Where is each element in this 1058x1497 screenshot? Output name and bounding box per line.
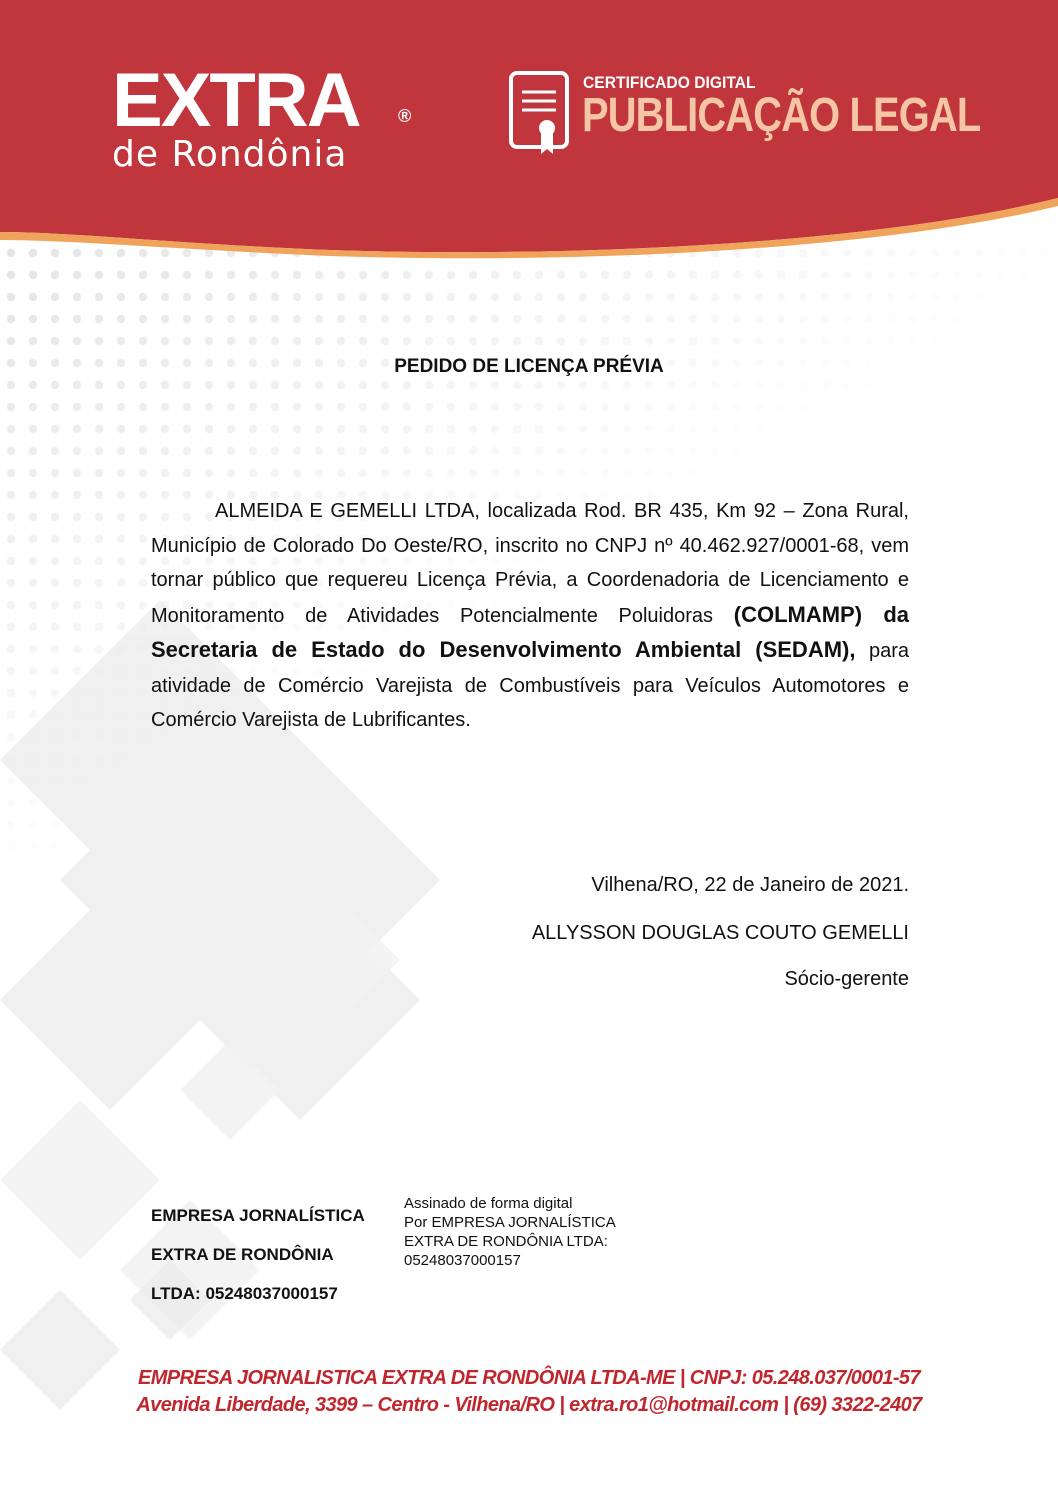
body-text-part2: para atividade de Comércio Varejista de Combustíveis para Veículos Automotores e Comércio Varejista de Lubrificantes. [151,640,909,731]
digital-signature-line: EXTRA DE RONDÔNIA LTDA: [404,1233,608,1250]
signer-name: ALLYSSON DOUGLAS COUTO GEMELLI [531,922,909,944]
certificate-icon [508,70,572,156]
place-date: Vilhena/RO, 22 de Janeiro de 2021. [591,874,909,896]
body-text-bold: (COLMAMP) da Secretaria de Estado do Desenvolvimento Ambiental (SEDAM), [151,601,909,662]
digital-signature-line: Assinado de forma digital [404,1195,573,1212]
document-title: PEDIDO DE LICENÇA PRÉVIA [394,356,664,377]
body-text-part1: ALMEIDA E GEMELLI LTDA, localizada Rod. BR 435, Km 92 – Zona Rural, Município de Colorado Do Oeste/RO, inscrito no CNPJ nº 40.462.927/0001-68, vem tornar público que requereu Licença Prévia, a Coordenadoria de Licenciamento e Monitoramento de Atividades Potencialmente Poluidoras [151,500,909,627]
digital-signature-line: 05248037000157 [404,1252,521,1269]
signer-role: Sócio-gerente [784,968,909,990]
signature-company-line: EMPRESA JORNALÍSTICA [151,1206,365,1225]
signature-company [151,1196,365,1313]
cert-label-big: PUBLICAÇÃO LEGAL [582,89,981,142]
footer-line-company: EMPRESA JORNALISTICA EXTRA DE RONDÔNIA LTDA-ME | CNPJ: 05.248.037/0001-57 [138,1367,920,1389]
extra-logo [112,58,412,175]
signature-company-line: LTDA: 05248037000157 [151,1284,338,1303]
logo-sub: de Rondônia [112,134,348,175]
cert-label-small: CERTIFICADO DIGITAL [583,73,756,92]
logo-main: EXTRA [112,58,360,143]
footer-line-address: Avenida Liberdade, 3399 – Centro - Vilhena/RO | extra.ro1@hotmail.com | (69) 3322-2407 [136,1394,922,1416]
document-body [151,494,909,738]
registered-mark: ® [398,106,412,126]
signature-company-line: EXTRA DE RONDÔNIA [151,1245,334,1264]
digital-signature-note [404,1194,616,1270]
digital-signature-line: Por EMPRESA JORNALÍSTICA [404,1214,616,1231]
